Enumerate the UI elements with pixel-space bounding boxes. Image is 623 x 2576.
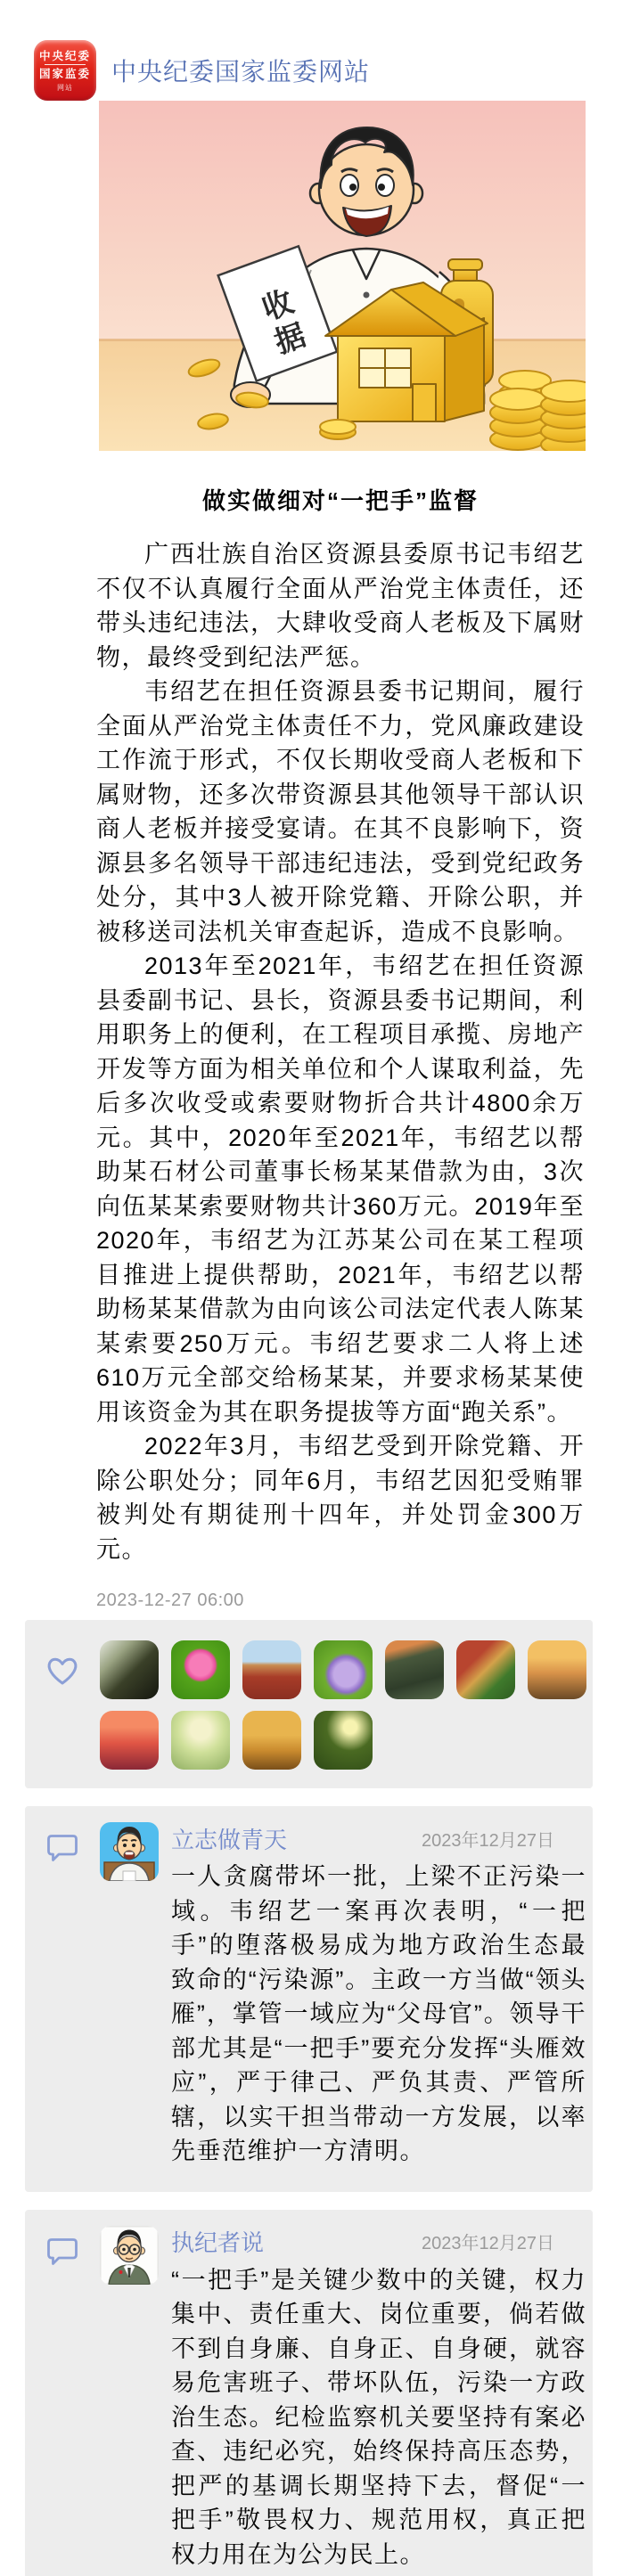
site-title: 中央纪委国家监委网站 bbox=[111, 58, 371, 86]
article-paragraph: 广西壮族自治区资源县委原书记韦绍艺不仅不认真履行全面从严治党主体责任，还带头违纪违法，大肆收受商人老板及下属财物，最终受到纪法严惩。 bbox=[96, 541, 585, 671]
speech-bubble-icon bbox=[46, 1833, 78, 1863]
comment-card bbox=[25, 2210, 593, 2576]
reaction-thumbnails bbox=[100, 1640, 586, 1770]
article-title: 做实做细对“一把手”监督 bbox=[201, 487, 479, 514]
comment-date: 2023年12月27日 bbox=[422, 2234, 554, 2253]
speech-bubble-icon bbox=[46, 2237, 78, 2267]
comment-text: 一人贪腐带坏一批，上梁不正污染一域。韦绍艺一案再次表明，“一把手”的堕落极易成为地方政治生态最致命的“污染源”。主政一方当做“领头雁”，掌管一域应为“父母官”。领导干部尤其是“一把手”要充分发挥“头雁效应”，严于律己、严负其责、严管所辖，以实干担当带动一方发展，以率先垂范维护一方清明。 bbox=[171, 1863, 586, 2164]
coin-stack-right bbox=[541, 380, 586, 451]
reaction-thumbnail-white-blossoms[interactable] bbox=[100, 1640, 159, 1699]
reaction-thumbnail-palace-corner-tower[interactable] bbox=[242, 1640, 301, 1699]
reaction-thumbnail-sunset-lake-boat[interactable] bbox=[528, 1640, 586, 1699]
article-paragraph: 2022年3月，韦绍艺受到开除党籍、开除公职处分；同年6月，韦绍艺因犯受贿罪被判处有期徒刑十四年，并处罚金300万元。 bbox=[96, 1433, 585, 1563]
comment-author[interactable]: 执纪者说 bbox=[171, 2229, 265, 2256]
comment-icon-column bbox=[25, 1822, 100, 2169]
article-content bbox=[96, 101, 585, 1611]
comment-date: 2023年12月27日 bbox=[422, 1830, 554, 1851]
gold-coin-stacks bbox=[490, 371, 586, 451]
reaction-thumbnail-cat-in-grass[interactable] bbox=[171, 1711, 230, 1770]
ccdi-logo-icon[interactable] bbox=[34, 40, 96, 101]
heart-icon[interactable] bbox=[45, 1656, 79, 1688]
reaction-thumbnail-yellow-flowers-bokeh[interactable] bbox=[314, 1711, 373, 1770]
reaction-thumbnail-purple-waterlily[interactable] bbox=[314, 1640, 373, 1699]
publish-timestamp: 2023-12-27 06:00 bbox=[96, 1591, 244, 1610]
comment-author[interactable]: 立志做青天 bbox=[171, 1826, 288, 1853]
logo-divider bbox=[45, 64, 86, 65]
avatar-zhijizheshuo[interactable] bbox=[100, 2226, 159, 2285]
reaction-thumbnail-courtyard-wall-plants[interactable] bbox=[385, 1640, 444, 1699]
reaction-section bbox=[25, 1620, 593, 1788]
site-header bbox=[0, 0, 623, 101]
logo-line-3: 网站 bbox=[57, 83, 73, 92]
corruption-cartoon-illustration bbox=[99, 101, 586, 451]
logo-line-2: 国家监委 bbox=[38, 67, 91, 80]
reaction-icon-column bbox=[25, 1640, 100, 1770]
comment-text: “一把手”是关键少数中的关键，权力集中、责任重大、岗位重要，倘若做不到自身廉、自身正、自身硬，就容易危害班子、带坏队伍，污染一方政治生态。纪检监察机关要坚持有案必查、违纪必究，始终保持高压态势，把严的基调长期坚持下去，督促“一把手”敬畏权力、规范用权，真正把权力用在为公为民上。 bbox=[171, 2266, 586, 2568]
reaction-thumbnail-pink-cosmos[interactable] bbox=[171, 1640, 230, 1699]
reaction-thumbnail-temple-and-leaves[interactable] bbox=[456, 1640, 515, 1699]
avatar-lizhizuoqingtian[interactable] bbox=[100, 1822, 159, 1881]
coin-stack-left bbox=[490, 388, 545, 450]
comment-card bbox=[25, 1806, 593, 2192]
article-paragraph: 韦绍艺在担任资源县委书记期间，履行全面从严治党主体责任不力，党风廉政建设工作流于形式，不仅长期收受商人老板和下属财物，还多次带资源县其他领导干部认识商人老板并接受宴请。在其不良影响下，资源县多名领导干部违纪违法，受到党纪政务处分，其中3人被开除党籍、开除公职，并被移送司法机关审查起诉，造成不良影响。 bbox=[96, 678, 585, 945]
article-paragraph: 2013年至2021年，韦绍艺在担任资源县委副书记、县长，资源县委书记期间，利用职务上的便利，在工程项目承揽、房地产开发等方面为相关单位和个人谋取利益，先后多次收受或索要财物折合共计4800余万元。其中，2020年至2021年，韦绍艺以帮助某石材公司董事长杨某某借款为由，3次向伍某某索要财物共计360万元。2019年至2020年，韦绍艺为江苏某公司在某工程项目推进上提供帮助，2021年，韦绍艺以帮助杨某某借款为由向该公司法定代表人陈某某索要250万元。韦绍艺要求二人将上述610万元全部交给杨某某，并要求杨某某使用该资金为其在职务提拔等方面“跑关系”。 bbox=[96, 953, 585, 1426]
reaction-thumbnail-golden-autumn-temple[interactable] bbox=[242, 1711, 301, 1770]
logo-line-1: 中央纪委 bbox=[38, 49, 91, 62]
comment-icon-column bbox=[25, 2226, 100, 2572]
receipt-label: 收据 bbox=[253, 285, 310, 364]
article-body bbox=[96, 537, 585, 1566]
reaction-thumbnail-sunset-city-skyline[interactable] bbox=[100, 1711, 159, 1770]
